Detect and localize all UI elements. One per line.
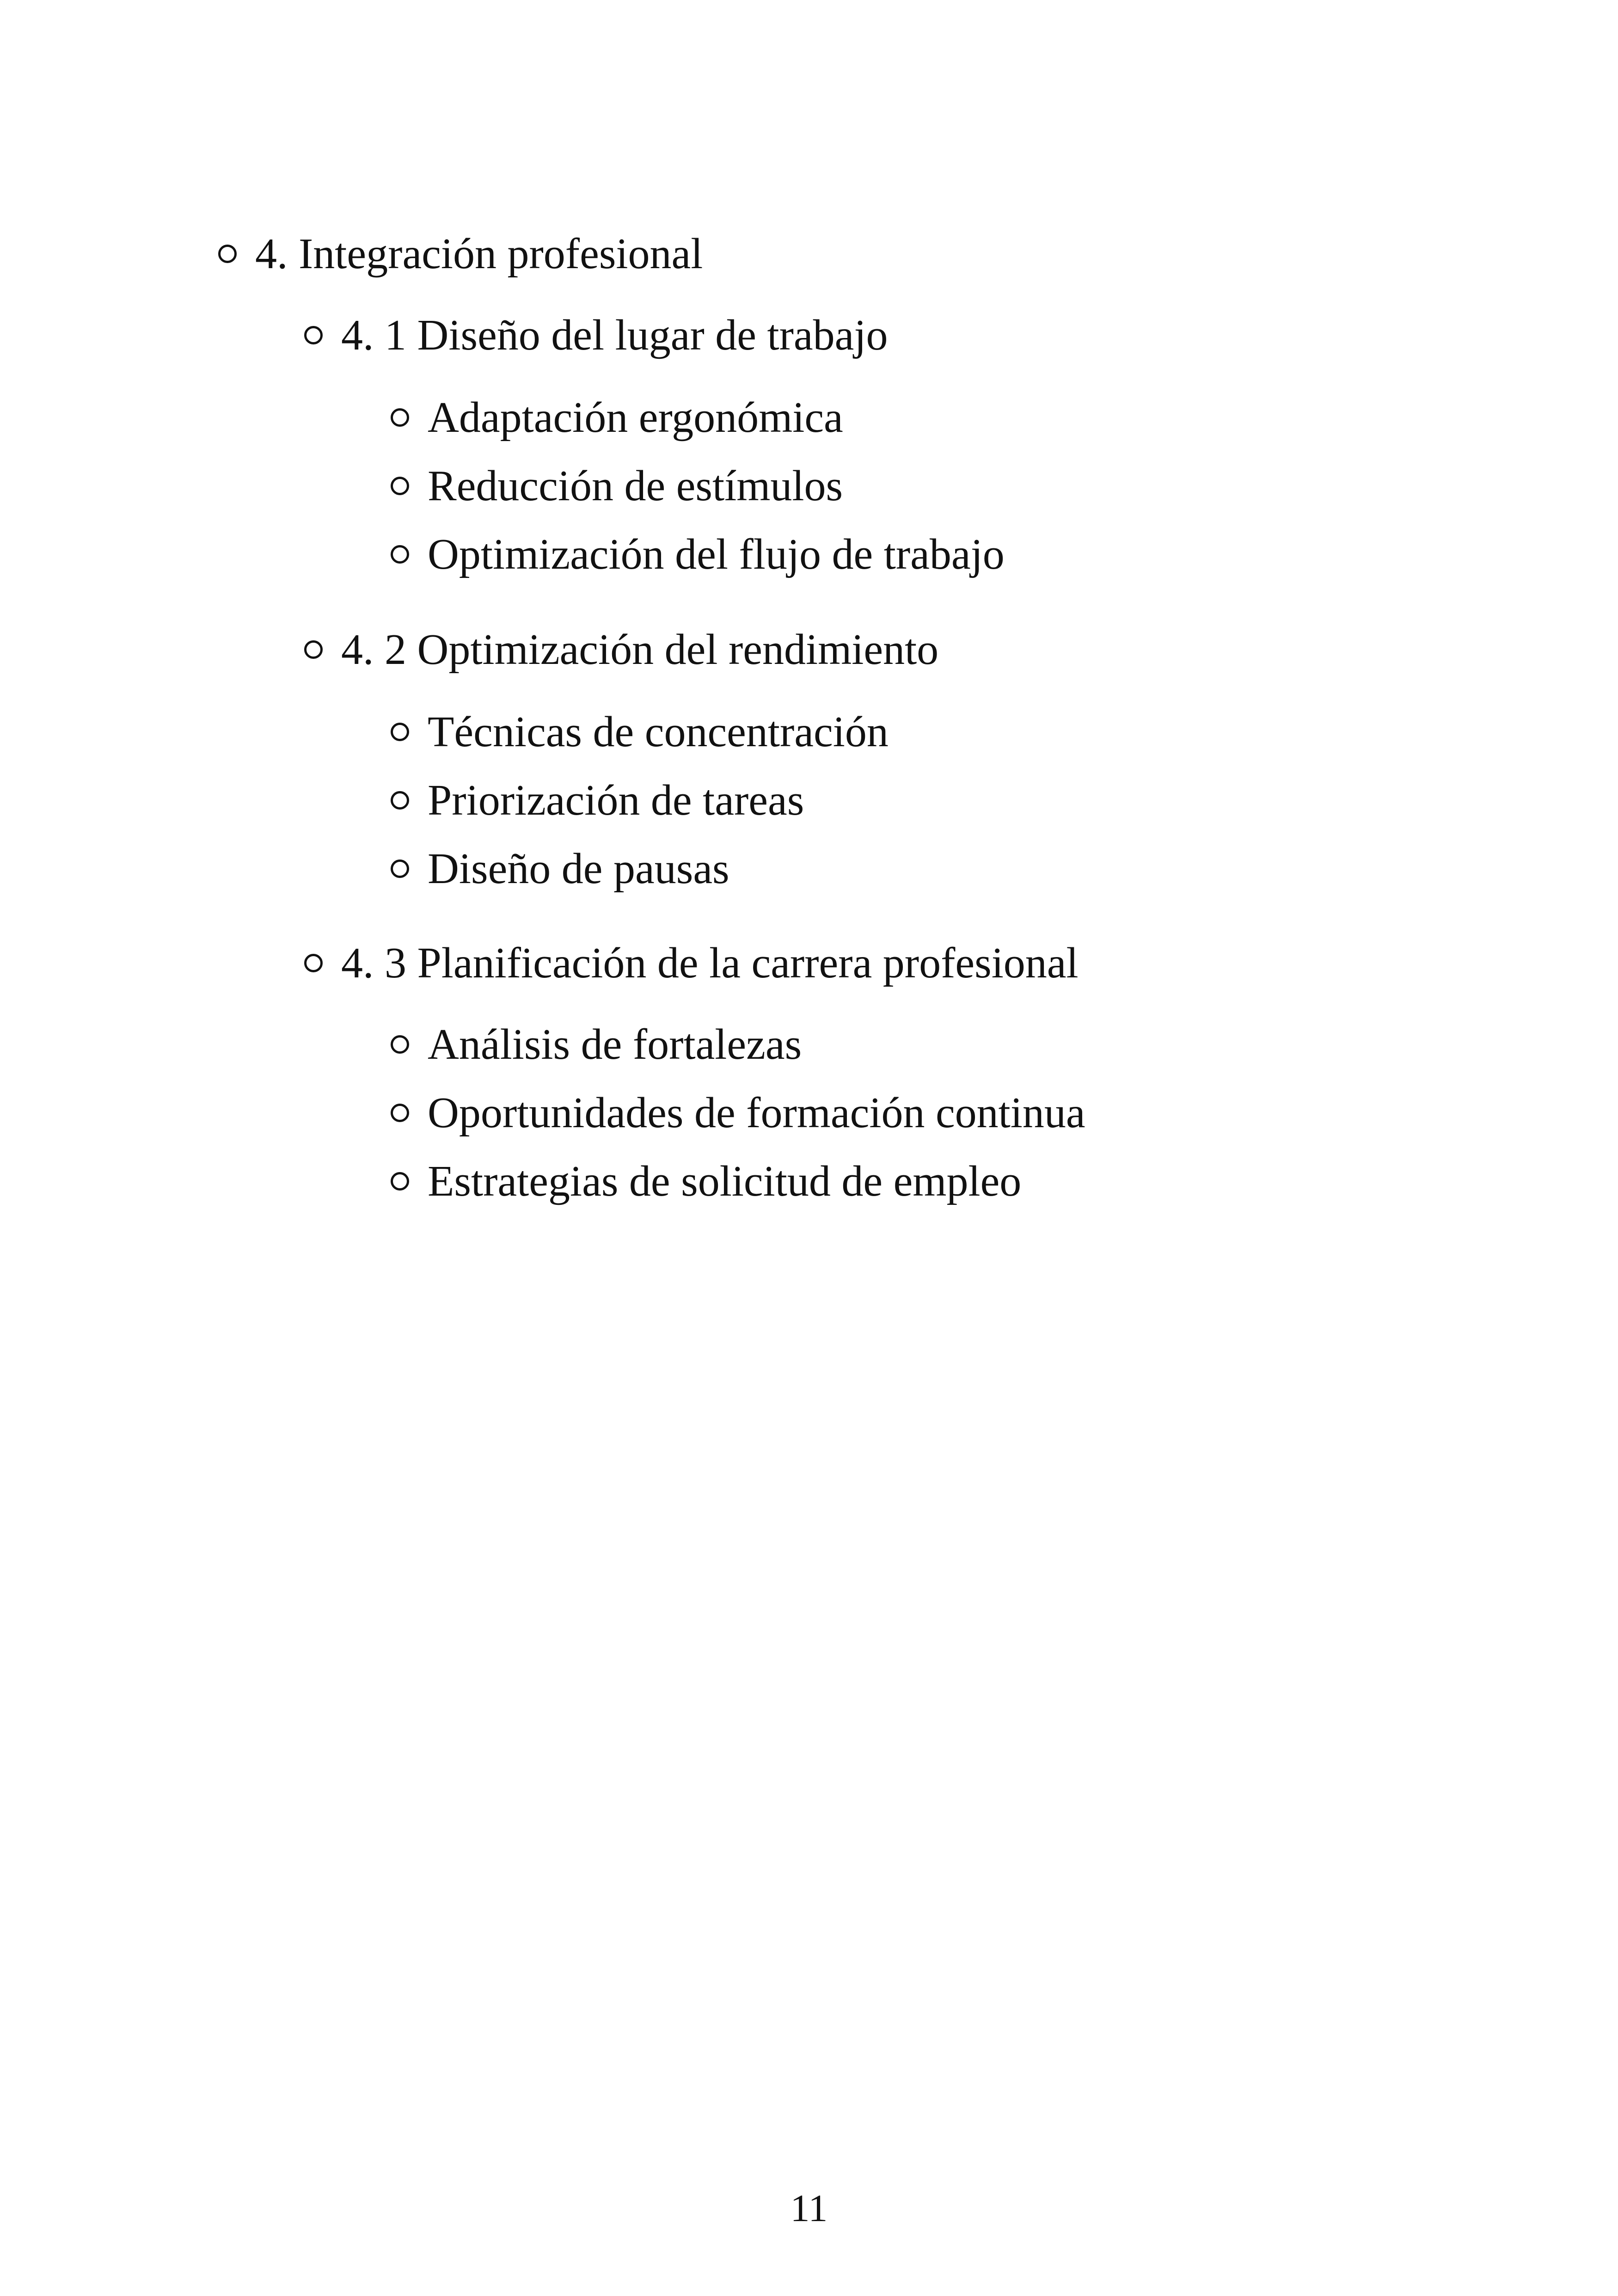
list-item xyxy=(428,845,729,893)
hollow-bullet-icon xyxy=(391,723,409,741)
hollow-bullet-icon xyxy=(391,408,409,427)
outline-heading xyxy=(255,232,703,276)
hollow-bullet-icon xyxy=(304,640,323,659)
section-title-label: 4. 3 Planificación de la carrera profesional xyxy=(341,939,1079,987)
section-title-label: 4. 2 Optimización del rendimiento xyxy=(341,626,939,674)
list-item-label: Priorización de tareas xyxy=(428,776,804,824)
list-item-label: Adaptación ergonómica xyxy=(428,393,843,442)
outline-heading-label: 4. Integración profesional xyxy=(255,230,703,278)
list-item-label: Diseño de pausas xyxy=(428,845,729,893)
list-item xyxy=(428,393,843,442)
hollow-bullet-icon xyxy=(391,545,409,564)
section-title xyxy=(341,941,1079,985)
hollow-bullet-icon xyxy=(391,859,409,878)
hollow-bullet-icon xyxy=(391,477,409,495)
hollow-bullet-icon xyxy=(304,326,323,344)
list-item xyxy=(428,1020,802,1068)
list-item-label: Técnicas de concentración xyxy=(428,708,889,756)
list-item-label: Análisis de fortalezas xyxy=(428,1020,802,1068)
section-title-label: 4. 1 Diseño del lugar de trabajo xyxy=(341,311,888,359)
section-title xyxy=(341,313,888,357)
list-item xyxy=(428,776,804,824)
hollow-bullet-icon xyxy=(218,245,237,263)
list-item xyxy=(428,1091,1085,1135)
list-item-label: Oportunidades de formación continua xyxy=(428,1089,1085,1137)
list-item-label: Estrategias de solicitud de empleo xyxy=(428,1157,1022,1205)
list-item xyxy=(428,1157,1022,1205)
hollow-bullet-icon xyxy=(391,1035,409,1054)
list-item-label: Optimización del flujo de trabajo xyxy=(428,530,1005,578)
list-item-label: Reducción de estímulos xyxy=(428,462,843,510)
list-item xyxy=(428,530,1005,578)
hollow-bullet-icon xyxy=(391,1172,409,1191)
section-title xyxy=(341,626,939,674)
hollow-bullet-icon xyxy=(391,791,409,810)
page-number: 11 xyxy=(790,2187,828,2230)
hollow-bullet-icon xyxy=(304,954,323,972)
list-item xyxy=(428,710,889,754)
hollow-bullet-icon xyxy=(391,1104,409,1122)
list-item xyxy=(428,464,843,508)
